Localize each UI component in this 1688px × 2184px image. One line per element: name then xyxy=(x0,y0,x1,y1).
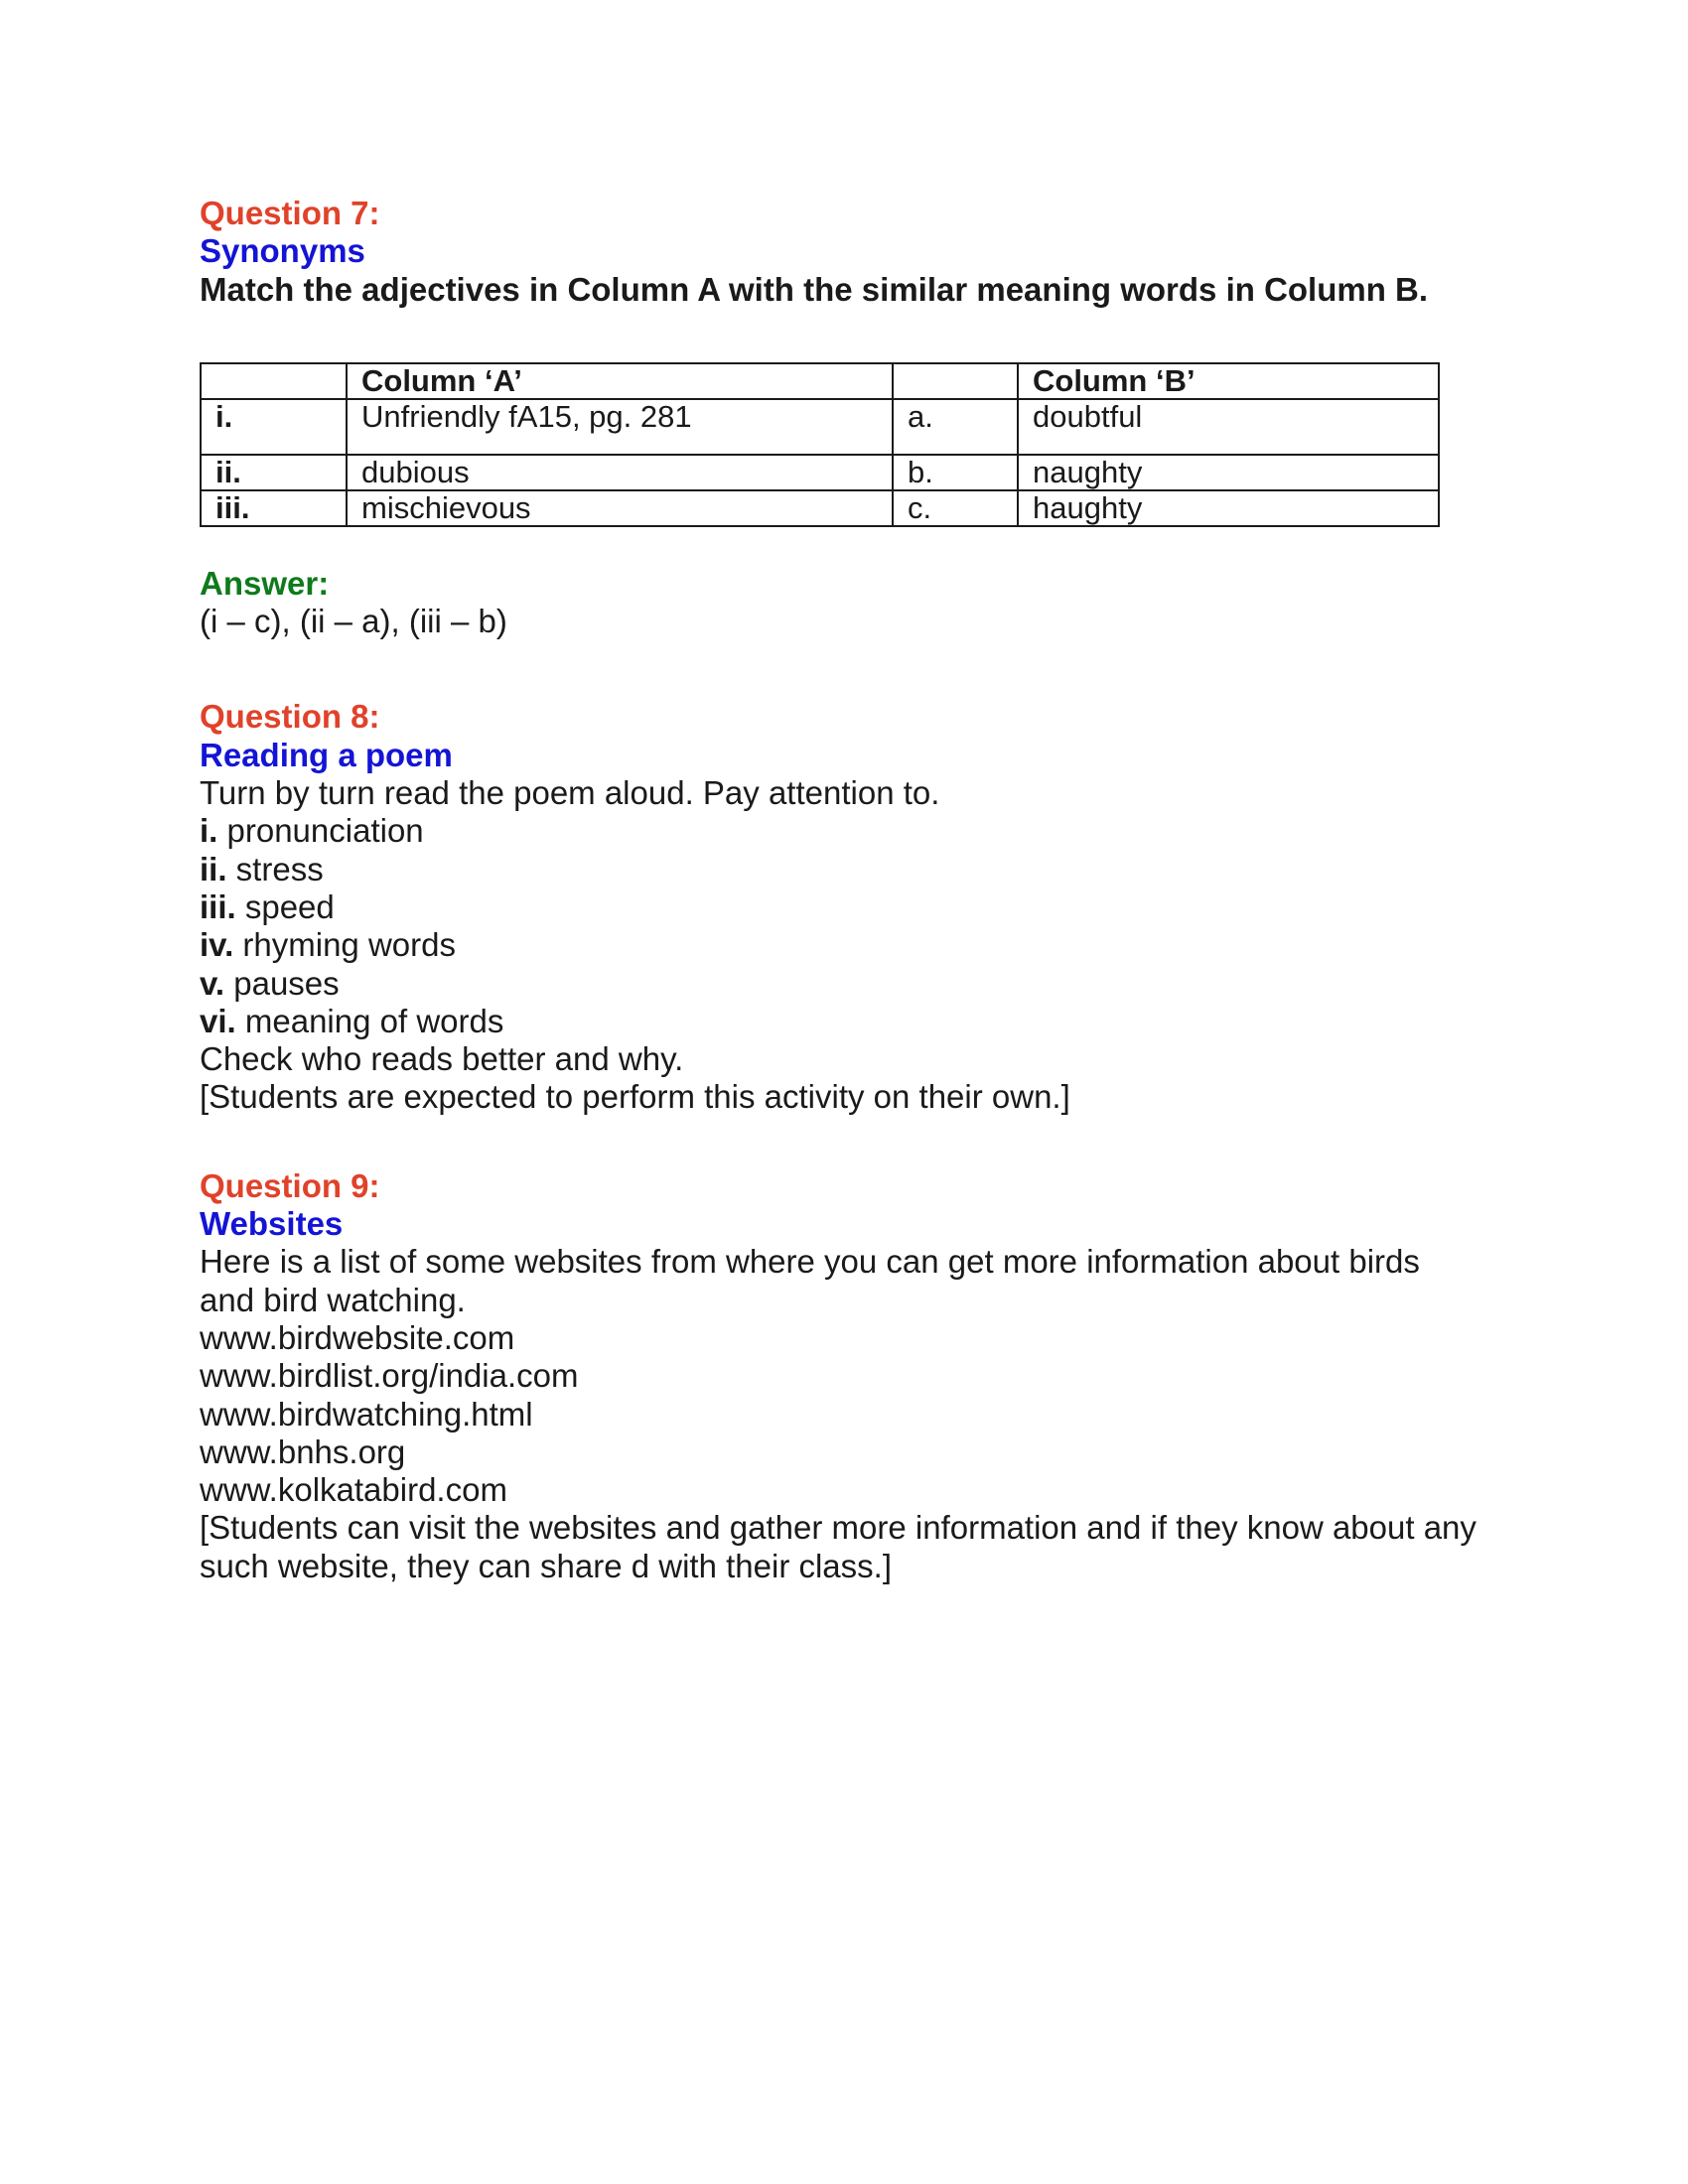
list-item xyxy=(200,965,1510,1003)
question-8-intro: Turn by turn read the poem aloud. Pay attention to. xyxy=(200,774,940,812)
table-cell xyxy=(893,363,1018,399)
question-7-title: Question 7: xyxy=(200,195,380,231)
column-a-word: dubious xyxy=(347,455,893,490)
item-label: vi. xyxy=(200,1002,236,1039)
item-label: ii. xyxy=(200,850,227,887)
table-row xyxy=(201,399,1439,455)
item-text: rhyming words xyxy=(233,926,456,964)
column-a-header: Column ‘A’ xyxy=(347,363,893,399)
row-letter: c. xyxy=(893,490,1018,526)
item-label: i. xyxy=(200,812,218,850)
list-item xyxy=(200,812,1510,850)
item-text: pronunciation xyxy=(217,812,424,850)
row-letter: a. xyxy=(893,399,1018,455)
column-a-word: Unfriendly fA15, pg. 281 xyxy=(347,399,893,455)
column-b-word: haughty xyxy=(1018,490,1439,526)
column-b-word: naughty xyxy=(1018,455,1439,490)
website-url: www.birdlist.org/india.com xyxy=(200,1357,579,1395)
item-text: stress xyxy=(226,850,324,887)
list-item xyxy=(200,1003,1510,1040)
question-9-note-line: [Students can visit the websites and gather more information and if they know about any xyxy=(200,1509,1477,1547)
item-label: iv. xyxy=(200,926,234,964)
question-8-subtitle: Reading a poem xyxy=(200,736,453,773)
row-number: i. xyxy=(201,399,347,455)
list-item xyxy=(200,888,1510,926)
item-text: meaning of words xyxy=(235,1002,504,1039)
column-a-word: mischievous xyxy=(347,490,893,526)
table-row xyxy=(201,455,1439,490)
item-text: speed xyxy=(235,887,335,925)
website-url: www.bnhs.org xyxy=(200,1433,406,1470)
item-text: pauses xyxy=(224,964,340,1002)
synonym-match-table xyxy=(200,362,1440,527)
list-item xyxy=(200,926,1510,964)
answer-title: Answer: xyxy=(200,564,330,602)
question-8-title: Question 8: xyxy=(200,698,380,736)
row-number: ii. xyxy=(201,455,347,490)
question-9-intro-line: and bird watching. xyxy=(200,1281,466,1318)
question-9-note-line: such website, they can share d with their class.] xyxy=(200,1547,892,1584)
website-url: www.birdwebsite.com xyxy=(200,1318,515,1356)
website-url: www.birdwatching.html xyxy=(200,1395,533,1433)
question-7-instruction: Match the adjectives in Column A with the similar meaning words in Column B. xyxy=(200,270,1429,308)
item-label: iii. xyxy=(200,887,236,925)
answer-text: (i – c), (ii – a), (iii – b) xyxy=(200,603,507,640)
table-cell xyxy=(201,363,347,399)
item-label: v. xyxy=(200,964,225,1002)
website-url: www.kolkatabird.com xyxy=(200,1471,507,1509)
row-number: iii. xyxy=(201,490,347,526)
question-7-subtitle: Synonyms xyxy=(200,232,365,270)
table-row xyxy=(201,490,1439,526)
list-item xyxy=(200,851,1510,888)
question-9-subtitle: Websites xyxy=(200,1205,344,1243)
question-9-intro-line: Here is a list of some websites from where you can get more information about birds xyxy=(200,1243,1420,1281)
question-8-note: [Students are expected to perform this activity on their own.] xyxy=(200,1078,1070,1116)
row-letter: b. xyxy=(893,455,1018,490)
column-b-word: doubtful xyxy=(1018,399,1439,455)
question-9-title: Question 9: xyxy=(200,1166,380,1204)
column-b-header: Column ‘B’ xyxy=(1018,363,1439,399)
worksheet-page xyxy=(200,195,1510,1585)
table-header-row xyxy=(201,363,1439,399)
question-8-check: Check who reads better and why. xyxy=(200,1040,684,1078)
